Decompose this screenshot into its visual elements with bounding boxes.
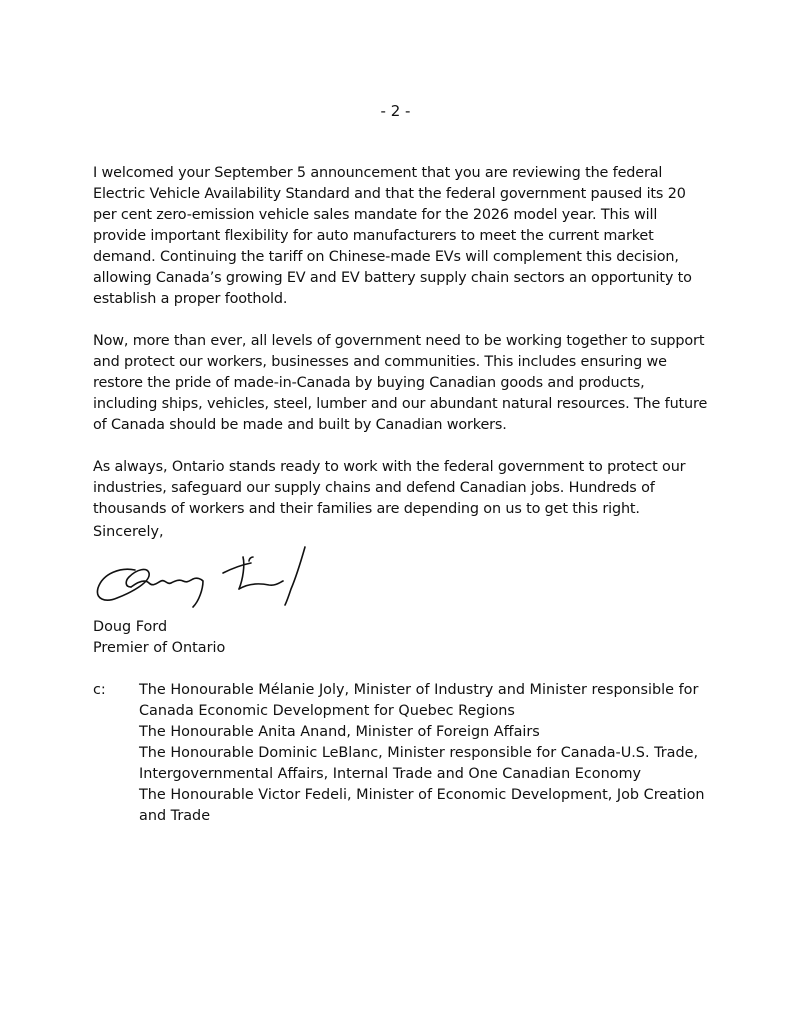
cc-line: The Honourable Victor Fedeli, Minister of Economic Development, Job Creation [139,787,705,803]
cc-line: Canada Economic Development for Quebec Regions [139,703,515,719]
signer-title: Premier of Ontario [93,640,226,656]
cc-line: The Honourable Anita Anand, Minister of Foreign Affairs [139,724,540,740]
closing: Sincerely, [93,524,164,540]
letter-body [93,163,711,520]
cc-line: and Trade [139,808,211,824]
signer-name: Doug Ford [93,619,168,635]
paragraph-made-in-canada: Now, more than ever, all levels of government need to be working together to support and protect our workers, businesses and communities. This includes ensuring we restore the pride of made-in-Canada by buying Canadian goods and products, including ships, vehicles, steel, lumber and our abundant natural resources. The future of Canada should be made and built by Canadian workers. [93,333,708,433]
cc-line: The Honourable Mélanie Joly, Minister of Industry and Minister responsible for [139,682,699,698]
signer-block [93,617,225,659]
cc-label: c: [93,682,106,698]
cc-line: The Honourable Dominic LeBlanc, Minister responsible for Canada-U.S. Trade, [139,745,699,761]
page-number: - 2 - [380,102,411,120]
cc-line: Intergovernmental Affairs, Internal Trade and One Canadian Economy [139,766,642,782]
signature-image [93,543,315,613]
cc-list [139,680,713,827]
paragraph-ontario-ready: As always, Ontario stands ready to work with the federal government to protect our industries, safeguard our supply chains and defend Canadian jobs. Hundreds of thousands of workers and their families are depending on us to get this right. [93,459,686,517]
paragraph-tariff: I welcomed your September 5 announcement that you are reviewing the federal Electric Vehicle Availability Standard and that the federal government paused its 20 per cent zero-emission vehicle sales mandate for the 2026 model year. This will provide important flexibility for auto manufacturers to meet the current market demand. Continuing the tariff on Chinese-made EVs will complement this decision, allowing Canada’s growing EV and EV battery supply chain sectors an opportunity to establish a proper foothold. [93,165,692,307]
